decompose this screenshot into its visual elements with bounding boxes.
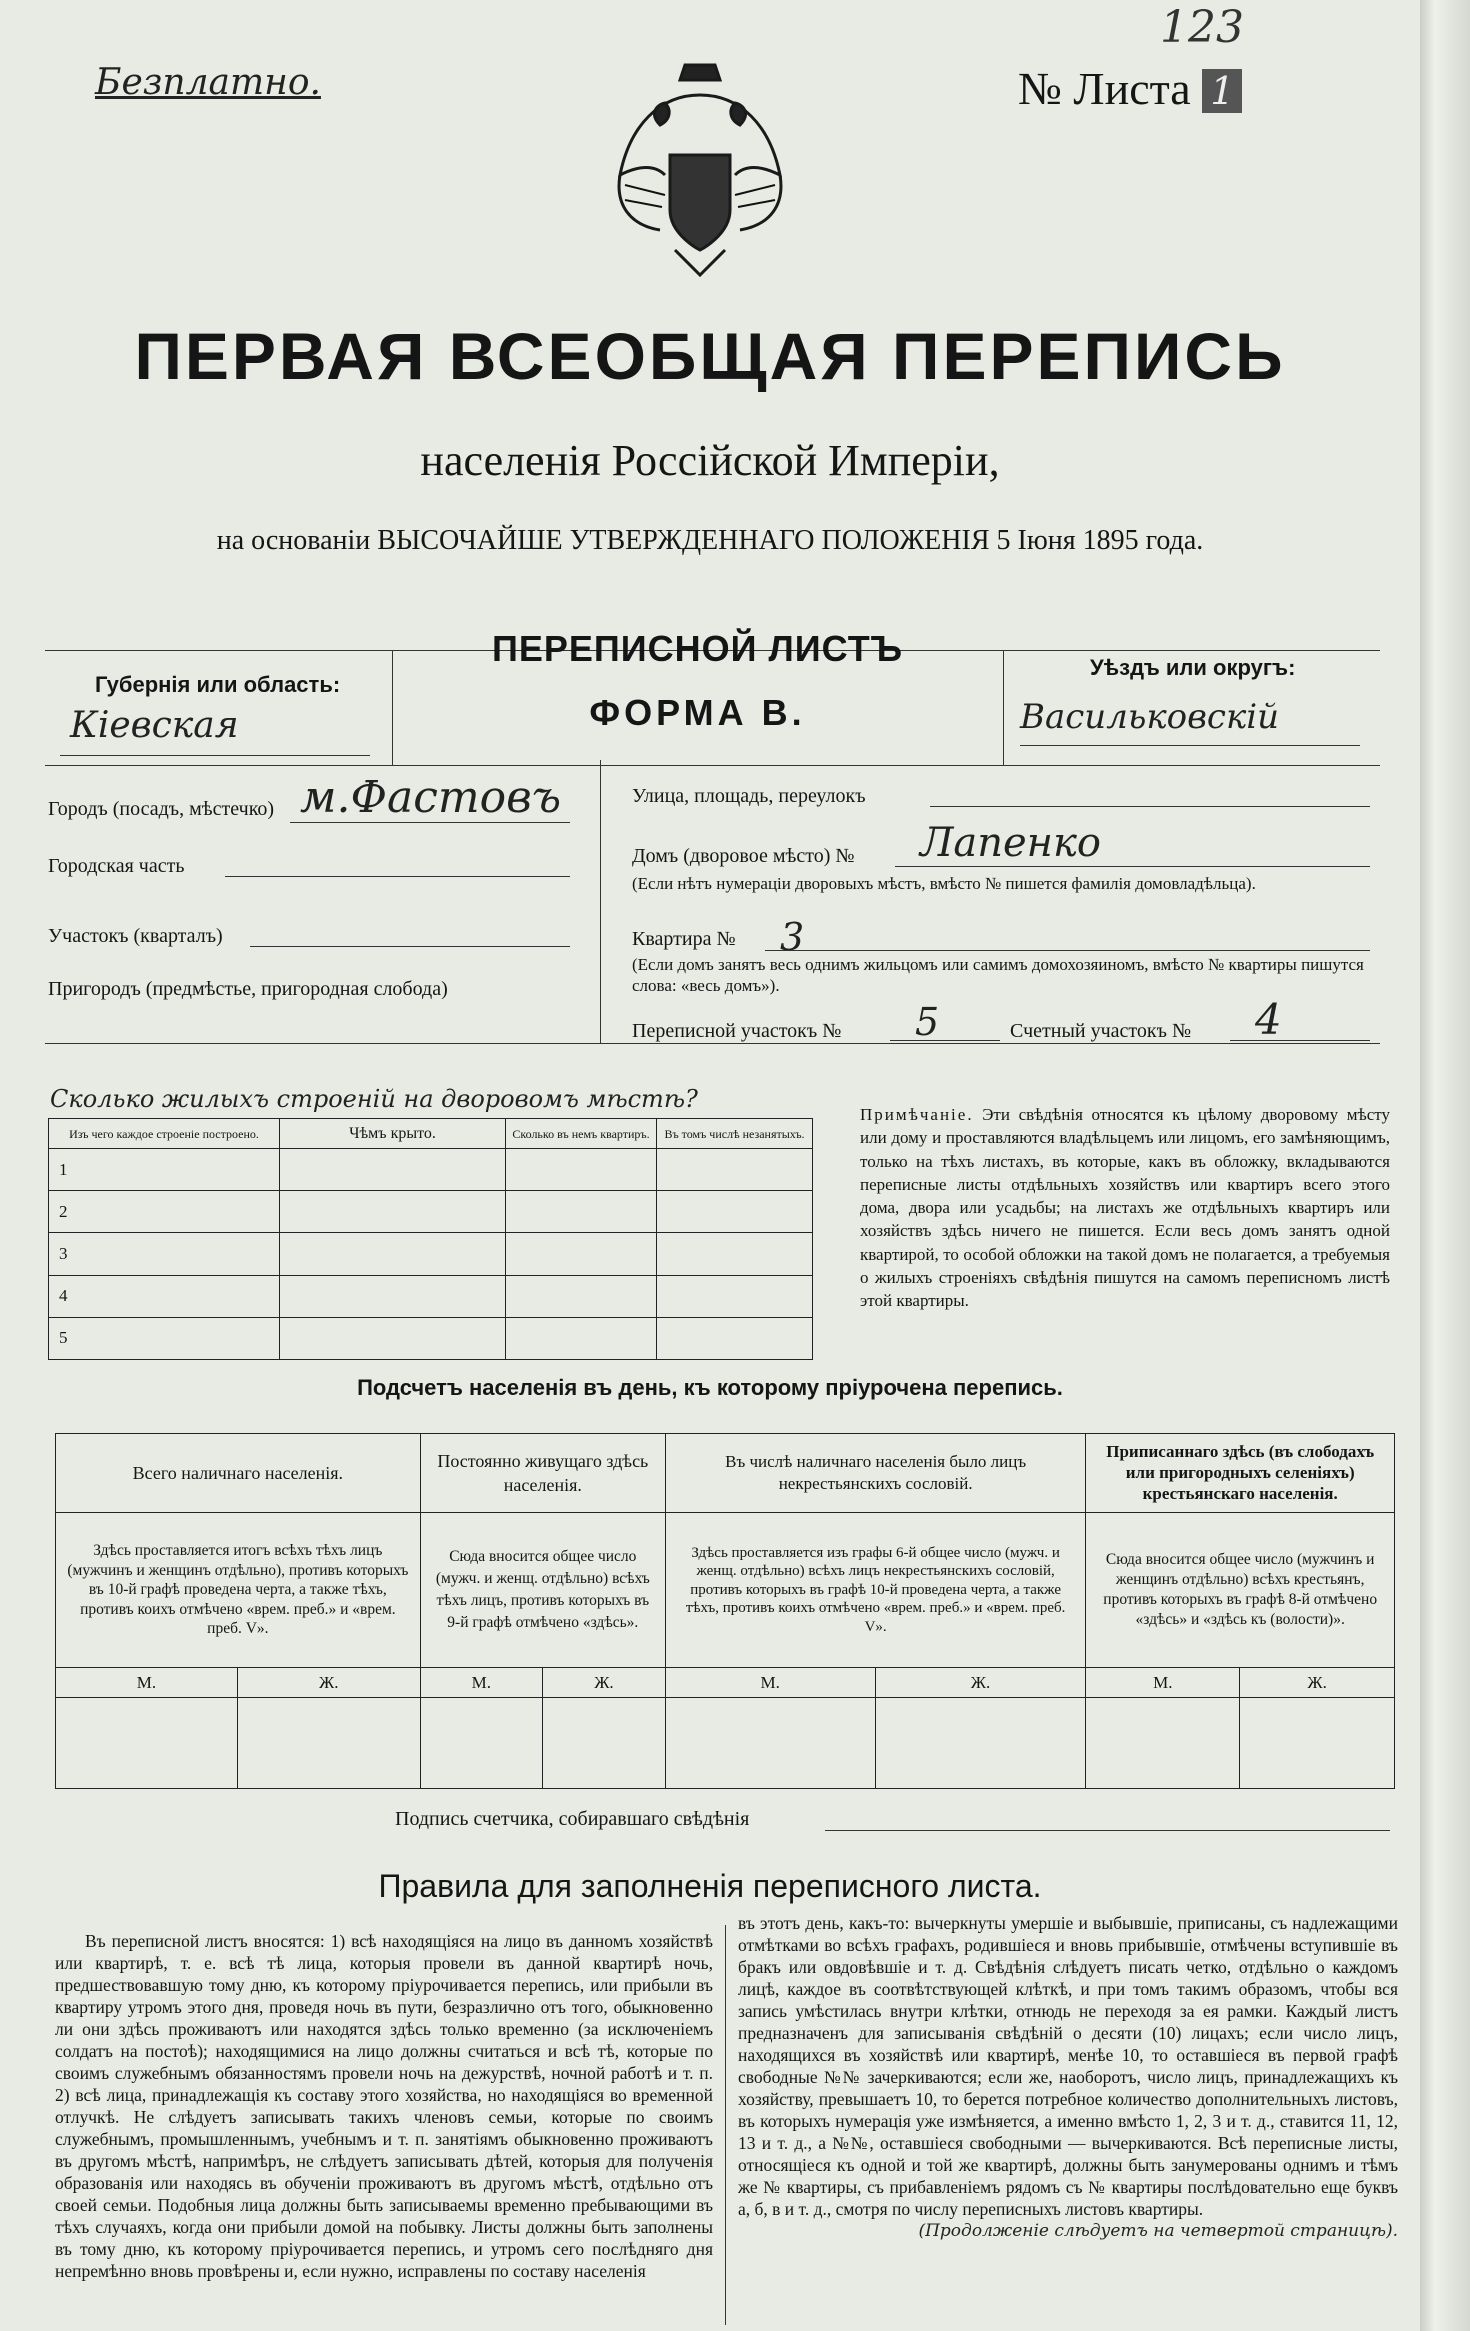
m-header: М.	[420, 1667, 542, 1697]
double-headed-eagle-icon	[600, 55, 800, 285]
divider	[1230, 1040, 1370, 1041]
rules-continued: (Продолженіе слѣдуетъ на четвертой страницѣ).	[918, 2221, 1398, 2241]
free-label: Безплатно.	[95, 62, 321, 103]
schetny-value: 4	[1255, 995, 1282, 1044]
buildings-note	[860, 1103, 1390, 1313]
divider	[45, 1043, 1380, 1044]
count-column-head: Постоянно живущаго здѣсь населенія.	[437, 1450, 649, 1495]
kvartira-note: (Если домъ занятъ весь однимъ жильцомъ или самимъ домохозяиномъ, вмѣсто № квартиры пишутся слова: «весь домъ»).	[632, 955, 1364, 995]
note-label: Примѣчаніе.	[860, 1105, 974, 1124]
archive-number: 123	[1160, 2, 1244, 53]
kvartira-label: Квартира №	[632, 928, 736, 950]
count-column-desc: Сюда вносится общее число (мужчинъ и женщинъ отдѣльно) всѣхъ крестьянъ, противъ которыхъ въ графѣ 8-й отмѣчено «здѣсь» и «здѣсь къ (волости)».	[1103, 1550, 1378, 1628]
divider	[60, 755, 370, 756]
gorod-label: Городъ (посадъ, мѣстечко)	[48, 798, 275, 820]
gorod-value: м.Фастовъ	[300, 772, 562, 823]
count-column-head: Приписаннаго здѣсь (въ слободахъ или пригородныхъ селеніяхъ) крестьянскаго населенія.	[1106, 1442, 1375, 1504]
signature-label: Подпись счетчика, собиравшаго свѣдѣнія	[395, 1808, 750, 1830]
page-basis: на основаніи ВЫСОЧАЙШЕ УТВЕРЖДЕННАГО ПОЛОЖЕНІЯ 5 Іюня 1895 года.	[216, 525, 1204, 556]
schetny-label: Счетный участокъ №	[1010, 1020, 1192, 1042]
prigorod-label: Пригородъ (предмѣстье, пригородная слобода)	[48, 978, 448, 1000]
dom-value: Лапенко	[920, 820, 1101, 866]
gubernia-value: Кіевская	[70, 705, 239, 746]
buildings-header: Сколько въ немъ квартиръ.	[512, 1126, 650, 1141]
page-title: ПЕРВАЯ ВСЕОБЩАЯ ПЕРЕПИСЬ	[134, 319, 1286, 393]
divider	[895, 866, 1370, 867]
dom-note: (Если нѣтъ нумераціи дворовыхъ мѣстъ, вмѣсто № пишется фамилія домовладѣльца).	[632, 874, 1256, 893]
sheet-title: ПЕРЕПИСНОЙ ЛИСТЪ	[491, 628, 904, 669]
buildings-header: Въ томъ числѣ незанятыхъ.	[664, 1126, 805, 1141]
buildings-table	[48, 1118, 813, 1360]
m-header: М.	[56, 1667, 238, 1697]
rules-right-column: въ этотъ день, какъ-то: вычеркнуты умершіе и выбывшіе, приписаны, съ надлежащими отмѣтками во всѣхъ графахъ, родившіеся и вновь прибывшіе, отмѣчены вступившіе въ бракъ или овдовѣвшіе и т. д. Свѣдѣнія слѣдуетъ писать четко, отдѣльно о каждомъ лицѣ, каждое въ соотвѣтствующей клѣткѣ, и при томъ такимъ образомъ, чтобы вся запись умѣстилась внутри клѣтки, отнюдь не переходя за ея рамки. Каждый листъ предназначенъ для записыванія свѣдѣній о десяти (10) лицахъ; если число лицъ, находящихся въ хозяйствѣ или квартирѣ, менѣе 10, то оставшіеся въ первой графѣ свободные №№ зачеркиваются; если же, наоборотъ, число лицъ, принадлежащихъ къ хозяйству, превышаетъ 10, то берется потребное количество дополнительныхъ листовъ, въ которыхъ нумерація уже измѣняется, а именно вмѣсто 1, 2, 3 и т. д., ставится 11, 12, 13 и т. д., а №№, оставшіеся свободными — вычеркиваются. Всѣ переписные листы, относящіеся къ одной и той же квартирѣ, должны быть занумерованы однимъ и тѣмъ же № квартиры, съ прибавленіемъ рядомъ съ № квартиры послѣдовательно еще буквъ а, б, в и т. д., смотря по числу переписныхъ листовъ квартиры.	[738, 1913, 1398, 2219]
row-number: 3	[49, 1233, 280, 1275]
m-header: М.	[665, 1667, 875, 1697]
row-number: 5	[49, 1317, 280, 1359]
count-column-desc: Здѣсь проставляется изъ графы 6-й общее число (мужч. и женщ. отдѣльно) всѣхъ лицъ некрестьянскихъ сословій, противъ которыхъ въ графѣ 10-й проведена черта, а также тѣхъ, противъ коихъ отмѣчено «врем. преб.» и «врем. преб. V».	[685, 1544, 1066, 1635]
sheet-number	[1018, 62, 1242, 115]
divider	[250, 946, 570, 947]
sheet-number-label: № Листа	[1018, 63, 1191, 114]
chast-label: Городская часть	[48, 855, 185, 877]
divider	[45, 765, 1380, 766]
rules-left-column: Въ переписной листъ вносятся: 1) всѣ находящіяся на лицо въ данномъ хозяйствѣ или квартирѣ, т. е. всѣ тѣ лица, которыя провели въ данной квартирѣ ночь, предшествовавшую тому дню, къ которому пріурочивается перепись, или прибыли въ квартиру утромъ этого дня, проведя ночь въ пути, безразлично отъ того, обыкновенно ли они здѣсь проживаютъ или находятся здѣсь только временно (за исключеніемъ солдатъ на постоѣ); находящимися на лицо должны считаться и всѣ тѣ, которые по своимъ служебнымъ обязанностямъ провели ночь на дежурствѣ, ночной работѣ и т. п. 2) всѣ лица, принадлежащія къ составу этого хозяйства, но находящіяся во временной отлучкѣ. Не слѣдуетъ записывать такихъ членовъ семьи, которые по своимъ служебнымъ, промышленнымъ, учебнымъ и т. п. занятіямъ обыкновенно проживаютъ въ другомъ мѣстѣ, напримѣръ, не слѣдуетъ записывать дѣтей, которыя для полученія образованія или находясь въ обученіи проживаютъ въ другомъ мѣстѣ, отдѣльно отъ своей семьи. Подобныя лица должны быть записываемы временно пребывающими въ тѣхъ случаяхъ, когда они прибыли домой на побывку. Листы должны быть заполнены въ тому дню, къ которому пріурочивается перепись, и утромъ сего послѣдняго дня непремѣнно вновь провѣрены и, если нужно, исправлены по составу населенія	[55, 1931, 713, 2281]
perepisnoi-value: 5	[915, 1000, 940, 1044]
divider	[930, 806, 1370, 807]
buildings-question: Сколько жилыхъ строеній на дворовомъ мѣстѣ?	[50, 1085, 698, 1113]
table-row	[56, 1698, 1395, 1789]
zh-header: Ж.	[542, 1667, 665, 1697]
row-number: 4	[49, 1275, 280, 1317]
row-number: 1	[49, 1149, 280, 1191]
buildings-header: Чѣмъ крыто.	[349, 1124, 436, 1142]
count-title: Подсчетъ населенія въ день, къ которому пріурочена перепись.	[357, 1375, 1063, 1400]
signature-line	[825, 1830, 1390, 1831]
count-table	[55, 1433, 1395, 1789]
dom-label: Домъ (дворовое мѣсто) №	[632, 845, 855, 867]
kvartira-value: 3	[780, 915, 805, 959]
count-column-desc: Сюда вносится общее число (мужч. и женщ. отдѣльно) всѣхъ тѣхъ лицъ, противъ которыхъ въ 9-й графѣ отмѣчено «здѣсь».	[435, 1547, 650, 1631]
buildings-header: Изъ чего каждое строеніе построено.	[69, 1126, 259, 1141]
divider	[290, 822, 570, 823]
count-column-head: Всего наличнаго населенія.	[132, 1462, 344, 1483]
sheet-number-value: 1	[1202, 69, 1242, 113]
divider	[890, 1040, 1000, 1041]
divider	[1003, 650, 1004, 765]
uezd-label: Уѣздъ или округъ:	[1090, 655, 1296, 680]
rules-right-wrap	[738, 1912, 1398, 2242]
page-edge	[1420, 0, 1470, 2331]
divider	[600, 760, 601, 1043]
page-subtitle: населенія Россійской Имперіи,	[420, 436, 1000, 485]
divider	[225, 876, 570, 877]
ulitsa-label: Улица, площадь, переулокъ	[632, 785, 866, 807]
row-number: 2	[49, 1191, 280, 1233]
perepisnoi-label: Переписной участокъ №	[632, 1020, 842, 1042]
rules-title: Правила для заполненія переписного листа.	[378, 1868, 1042, 1904]
note-text: Эти свѣдѣнія относятся къ цѣлому дворовому мѣсту или дому и проставляются владѣльцемъ или лицомъ, его замѣняющимъ, только на тѣхъ листахъ, въ которые, какъ въ обложку, вкладываются переписные листы отдѣльныхъ хозяйствъ или квартиръ всего этого дома, двора или усадьбы; на листахъ же отдѣльныхъ квартиръ или хозяйствъ здѣсь ничего не пишется. Если весь домъ занятъ одной квартирой, то особой обложки на такой домъ не полагается, а требуемыя о жилыхъ строеніяхъ свѣдѣнія пишутся на самомъ переписномъ листѣ этой квартиры.	[860, 1105, 1391, 1311]
divider	[725, 1925, 726, 2325]
table-row	[49, 1275, 813, 1317]
zh-header: Ж.	[237, 1667, 420, 1697]
table-row	[49, 1191, 813, 1233]
m-header: М.	[1086, 1667, 1240, 1697]
gubernia-label: Губернія или область:	[95, 672, 341, 697]
count-column-desc: Здѣсь проставляется итогъ всѣхъ тѣхъ лицъ (мужчинъ и женщинъ отдѣльно), противъ которыхъ въ 10-й графѣ проведена черта, а также тѣхъ, противъ коихъ отмѣчено «врем. преб.» и «врем. преб. V».	[67, 1542, 409, 1638]
count-column-head: Въ числѣ наличнаго населенія было лицъ некрестьянскихъ сословій.	[725, 1451, 1027, 1493]
form-name: ФОРМА В.	[589, 692, 806, 733]
table-row	[49, 1233, 813, 1275]
zh-header: Ж.	[1240, 1667, 1395, 1697]
table-row	[49, 1149, 813, 1191]
divider	[765, 950, 1370, 951]
uezd-value: Васильковскій	[1020, 697, 1280, 737]
divider	[1020, 745, 1360, 746]
uchastok-label: Участокъ (кварталъ)	[48, 925, 223, 947]
table-row	[49, 1317, 813, 1359]
zh-header: Ж.	[875, 1667, 1086, 1697]
